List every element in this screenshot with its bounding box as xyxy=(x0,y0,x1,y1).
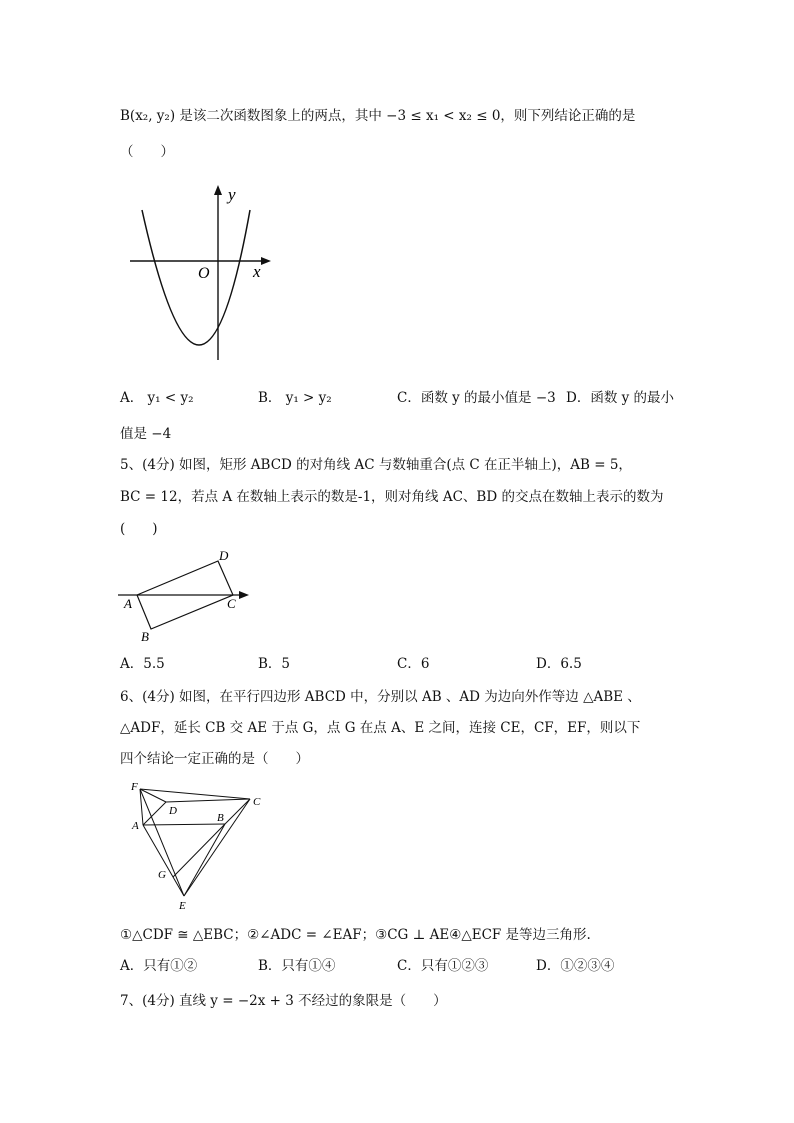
q6-line2: △ADF，延长 CB 交 AE 于点 G，点 G 在点 A、E 之间，连接 CE，CF，EF，则以下 xyxy=(120,720,641,736)
q6-option-c: C．只有①②③ xyxy=(397,958,489,974)
q6-seg-cb xyxy=(225,799,250,824)
q4-label-x: x xyxy=(253,262,261,281)
q6-option-b: B．只有①④ xyxy=(258,958,336,974)
q4-option-d: D．函数 y 的最小 xyxy=(566,390,675,406)
q5-label-c: C xyxy=(227,596,236,611)
q6-seg-ae xyxy=(143,825,184,896)
q5-option-c: C．6 xyxy=(397,656,430,672)
q6-label-g: G xyxy=(158,869,166,881)
q5-rectangle-figure xyxy=(115,545,260,645)
q5-option-a: A．5.5 xyxy=(120,656,165,672)
q5-number-line-arrow xyxy=(239,591,249,599)
q4-option-b: B． y₁ > y₂ xyxy=(258,390,332,406)
q5-line1: 5、(4分) 如图，矩形 ABCD 的对角线 AC 与数轴重合(点 C 在正半轴上)，AB = 5， xyxy=(120,457,632,473)
q6-line3: 四个结论一定正确的是（ ） xyxy=(120,751,309,767)
q6-line1: 6、(4分) 如图，在平行四边形 ABCD 中，分别以 AB 、AD 为边向外作等边 △ABE 、 xyxy=(120,689,641,705)
q6-label-c: C xyxy=(253,796,261,808)
q4-stem-line1: B(x₂, y₂) 是该二次函数图象上的两点，其中 −3 ≤ x₁ < x₂ ≤ 0，则下列结论正确的是 xyxy=(120,108,636,124)
q6-label-e: E xyxy=(179,900,186,912)
q5-option-d: D．6.5 xyxy=(536,656,582,672)
q5-label-a: A xyxy=(124,596,132,611)
q6-seg-dc xyxy=(166,799,250,802)
q6-label-f: F xyxy=(131,781,138,793)
q6-parallelogram-figure xyxy=(125,775,275,915)
q4-parabola-curve xyxy=(142,210,250,345)
q4-y-arrow xyxy=(214,185,222,195)
q6-option-a: A．只有①② xyxy=(120,958,198,974)
q6-seg-ba xyxy=(143,824,225,825)
q4-label-y: y xyxy=(228,185,236,204)
q6-option-d: D．①②③④ xyxy=(536,958,615,974)
q6-label-d: D xyxy=(169,805,177,817)
q5-label-b: B xyxy=(141,629,149,644)
q4-x-arrow xyxy=(261,257,271,265)
q4-label-o: O xyxy=(198,265,210,282)
q4-option-d-cont: 值是 −4 xyxy=(120,426,172,442)
q4-option-a: A． y₁ < y₂ xyxy=(120,390,194,406)
q4-parabola-figure xyxy=(125,180,285,370)
q5-label-d: D xyxy=(219,548,229,563)
q5-line2: BC = 12，若点 A 在数轴上表示的数是-1，则对角线 AC、BD 的交点在数轴上表示的数为 xyxy=(120,489,664,505)
q6-conclusions: ①△CDF ≅ △EBC；②∠ADC = ∠EAF；③CG ⊥ AE④△ECF 是等边三角形. xyxy=(120,927,591,943)
q6-label-b: B xyxy=(217,812,224,824)
q6-label-a: A xyxy=(132,820,139,832)
q5-option-b: B．5 xyxy=(258,656,291,672)
q6-segments xyxy=(140,789,250,896)
q4-paren: （ ） xyxy=(120,144,174,160)
q5-paren: ( ) xyxy=(120,521,158,537)
q4-option-c: C．函数 y 的最小值是 −3 xyxy=(397,390,556,406)
q7-line1: 7、(4分) 直线 y = −2x + 3 不经过的象限是（ ） xyxy=(120,993,447,1009)
